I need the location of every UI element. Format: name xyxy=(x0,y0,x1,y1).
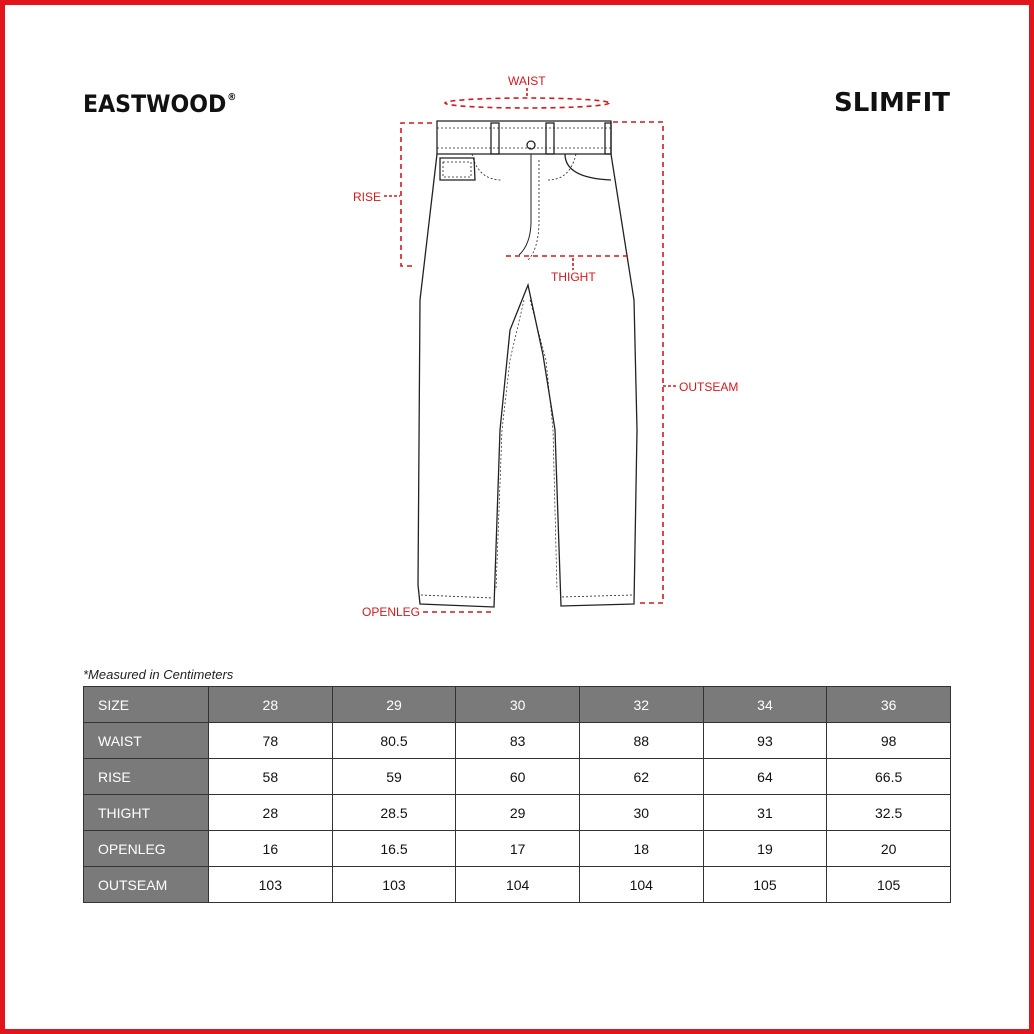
table-row-rise xyxy=(84,759,951,795)
thight-label: THIGHT xyxy=(551,270,596,284)
fit-title: SLIMFIT xyxy=(833,88,950,118)
table-cell: 16 xyxy=(209,831,333,867)
table-row-outseam xyxy=(84,867,951,903)
registered-mark: ® xyxy=(227,92,237,103)
size-cell: 36 xyxy=(827,687,951,723)
table-cell: 105 xyxy=(827,867,951,903)
table-cell: 105 xyxy=(703,867,827,903)
table-cell: 19 xyxy=(703,831,827,867)
table-row-waist xyxy=(84,723,951,759)
table-cell: 30 xyxy=(579,795,703,831)
table-cell: 80.5 xyxy=(332,723,456,759)
table-cell: 20 xyxy=(827,831,951,867)
table-cell: 62 xyxy=(579,759,703,795)
openleg-label: OPENLEG xyxy=(362,605,421,619)
outseam-label: OUTSEAM xyxy=(679,380,739,394)
table-cell: 78 xyxy=(209,723,333,759)
measurement-note: *Measured in Centimeters xyxy=(83,667,234,682)
table-cell: 60 xyxy=(456,759,580,795)
table-cell: 59 xyxy=(332,759,456,795)
row-label: THIGHT xyxy=(84,795,209,831)
table-cell: 18 xyxy=(579,831,703,867)
size-cell: 34 xyxy=(703,687,827,723)
table-cell: 16.5 xyxy=(332,831,456,867)
table-cell: 28.5 xyxy=(332,795,456,831)
table-cell: 88 xyxy=(579,723,703,759)
outseam-measure-line xyxy=(613,122,663,603)
size-cell: 29 xyxy=(332,687,456,723)
size-chart-table xyxy=(83,686,951,903)
table-cell: 98 xyxy=(827,723,951,759)
table-cell: 104 xyxy=(579,867,703,903)
table-cell: 31 xyxy=(703,795,827,831)
size-cell: 28 xyxy=(209,687,333,723)
table-cell: 58 xyxy=(209,759,333,795)
measurement-lines xyxy=(384,88,676,612)
table-cell: 93 xyxy=(703,723,827,759)
row-label: WAIST xyxy=(84,723,209,759)
table-cell: 28 xyxy=(209,795,333,831)
table-cell: 64 xyxy=(703,759,827,795)
table-row-thight xyxy=(84,795,951,831)
jeans-outline xyxy=(418,121,637,607)
row-label: RISE xyxy=(84,759,209,795)
table-cell: 83 xyxy=(456,723,580,759)
waist-measure-line xyxy=(445,98,609,108)
table-cell: 17 xyxy=(456,831,580,867)
size-header-row xyxy=(84,687,951,723)
table-cell: 104 xyxy=(456,867,580,903)
waist-label: WAIST xyxy=(508,74,546,88)
row-label: OUTSEAM xyxy=(84,867,209,903)
rise-measure-line xyxy=(401,123,432,266)
table-cell: 29 xyxy=(456,795,580,831)
table-cell: 103 xyxy=(332,867,456,903)
table-cell: 32.5 xyxy=(827,795,951,831)
row-label: OPENLEG xyxy=(84,831,209,867)
size-cell: 30 xyxy=(456,687,580,723)
size-header-label: SIZE xyxy=(84,687,209,723)
table-cell: 103 xyxy=(209,867,333,903)
table-cell: 66.5 xyxy=(827,759,951,795)
table-row-openleg xyxy=(84,831,951,867)
brand-name: EASTWOOD xyxy=(83,90,227,118)
rise-label: RISE xyxy=(353,190,382,204)
size-cell: 32 xyxy=(579,687,703,723)
